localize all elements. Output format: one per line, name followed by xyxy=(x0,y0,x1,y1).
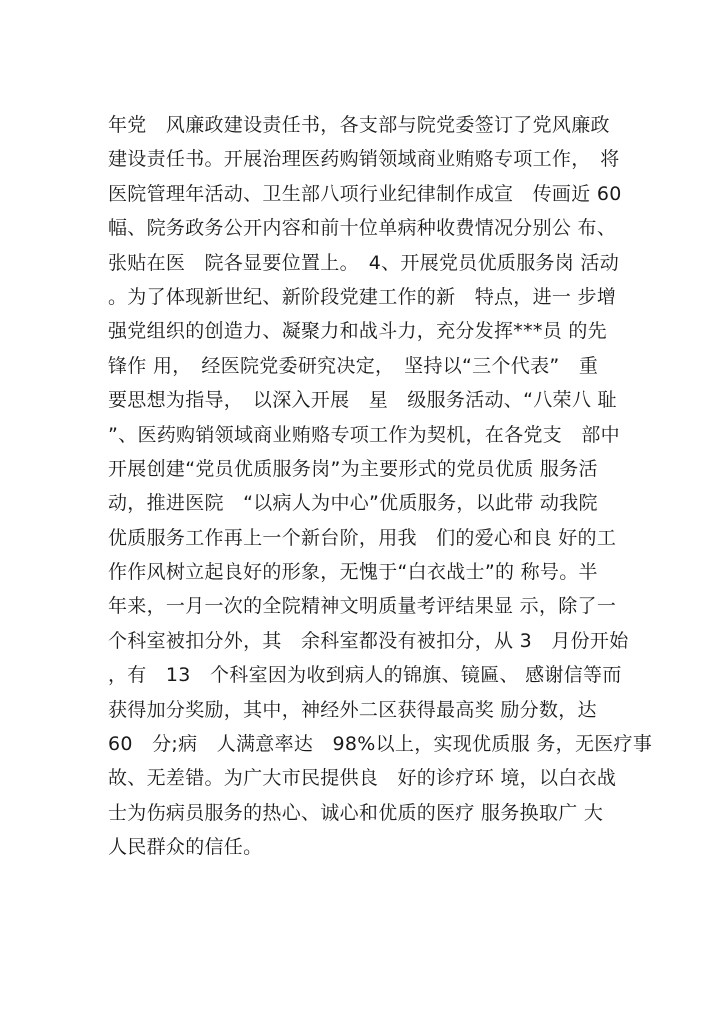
text-line: 医院管理年活动、卫生部八项行业纪律制作成宣 传画近 60 xyxy=(108,182,622,205)
text-line: 要思想为指导， 以深入开展 星 级服务活动、“八荣八 耻 xyxy=(108,389,617,412)
text-line: 强党组织的创造力、凝聚力和战斗力，充分发挥***员 的先 xyxy=(108,320,607,343)
text-line: 获得加分奖励，其中，神经外二区获得最高奖 励分数，达 xyxy=(108,698,597,721)
text-line: 人民群众的信任。 xyxy=(108,836,263,859)
text-line: 幅、院务政务公开内容和前十位单病种收费情况分别公 布、 xyxy=(108,217,617,240)
text-line: 动，推进医院 “以病人为中心”优质服务，以此带 动我院 xyxy=(108,492,598,515)
text-line: ，有 13 个科室因为收到病人的锦旗、镜匾、 感谢信等而 xyxy=(108,664,622,687)
text-line: 开展创建“党员优质服务岗”为主要形式的党员优质 服务活 xyxy=(108,457,598,480)
text-line: 。为了体现新世纪、新阶段党建工作的新 特点，进一 步增 xyxy=(108,285,617,308)
text-line: 个科室被扣分外，其 余科室都没有被扣分，从 3 月份开始 xyxy=(108,629,629,652)
text-line: 优质服务工作再上一个新台阶，用我 们的爱心和良 好的工 xyxy=(108,526,617,549)
body-text xyxy=(108,108,653,865)
text-line: 60 分;病 人满意率达 98%以上，实现优质服 务，无医疗事 xyxy=(108,733,653,756)
text-line: 年来，一月一次的全院精神文明质量考评结果显 示，除了一 xyxy=(108,595,617,618)
text-line: 年党 风廉政建设责任书，各支部与院党委签订了党风廉政 xyxy=(108,114,610,136)
text-line: 故、无差错。为广大市民提供良 好的诊疗环 境，以白衣战 xyxy=(108,767,617,790)
text-line: 作作风树立起良好的形象，无愧于“白衣战士”的 称号。半 xyxy=(108,561,598,584)
text-line: 锋作 用， 经医院党委研究决定， 坚持以“三个代表” 重 xyxy=(108,354,599,377)
text-line: 张贴在医 院各显要位置上。 4、开展党员优质服务岗 活动 xyxy=(108,251,620,274)
text-line: 建设责任书。开展治理医药购销领域商业贿赂专项工作， 将 xyxy=(108,148,620,171)
text-line: ”、医药购销领域商业贿赂专项工作为契机，在各党支 部中 xyxy=(108,423,620,446)
text-line: 士为伤病员服务的热心、诚心和优质的医疗 服务换取广 大 xyxy=(108,801,604,824)
